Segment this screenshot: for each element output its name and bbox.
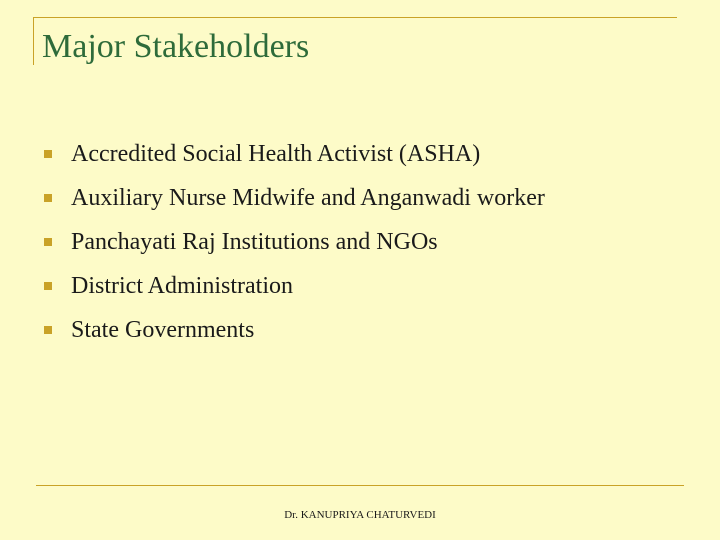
bullet-item (44, 176, 545, 220)
square-bullet-icon (44, 282, 52, 290)
footer-author: Dr. KANUPRIYA CHATURVEDI (284, 509, 436, 521)
bullet-text: Panchayati Raj Institutions and NGOs (71, 228, 438, 255)
square-bullet-icon (44, 326, 52, 334)
bullet-item (44, 308, 545, 352)
top-rule-divider (33, 17, 677, 18)
bullet-text: Accredited Social Health Activist (ASHA) (71, 140, 481, 167)
bullet-text: Auxiliary Nurse Midwife and Anganwadi worker (71, 184, 545, 211)
bullet-item (44, 220, 545, 264)
slide-title: Major Stakeholders (42, 28, 310, 65)
square-bullet-icon (44, 150, 52, 158)
bullet-item (44, 264, 545, 308)
bullet-text: District Administration (71, 272, 293, 299)
bottom-rule-divider (36, 485, 684, 486)
bullet-text: State Governments (71, 316, 255, 343)
bullet-list (44, 132, 545, 352)
square-bullet-icon (44, 194, 52, 202)
bullet-item (44, 132, 545, 176)
left-rule-divider (33, 17, 34, 65)
square-bullet-icon (44, 238, 52, 246)
